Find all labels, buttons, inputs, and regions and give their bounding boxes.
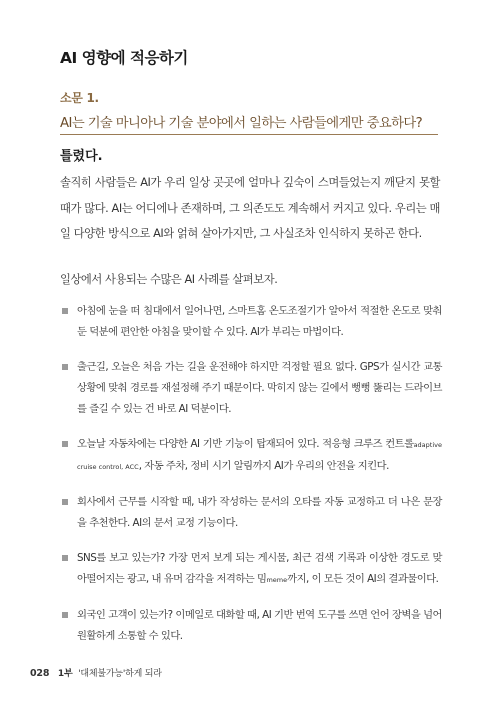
list-item (60, 357, 442, 420)
list-item-text: 외국인 고객이 있는가? 이메일로 대화할 때, AI 기반 번역 도구를 쓰면 언어 장벽을 넘어 원활하게 소통할 수 있다. (77, 609, 442, 642)
list-item-text: 아침에 눈을 떠 침대에서 일어나면, 스마트홈 온도조절기가 알아서 적절한 온도로 맞춰둔 덕분에 편안한 아침을 맞이할 수 있다. AI가 부리는 마법이다. (77, 305, 442, 338)
intro-paragraph: 솔직히 사람들은 AI가 우리 일상 곳곳에 얼마나 깊숙이 스며들었는지 깨닫지 못할 때가 많다. AI는 어디에나 존재하며, 그 의존도도 계속해서 커지고 있다. 우리는 매일 다양한 방식으로 AI와 얽혀 살아가지만, 그 사실조차 인식하지 못하곤 한다. (60, 176, 440, 240)
list-item (60, 548, 442, 591)
list-item-text: 회사에서 근무를 시작할 때, 내가 작성하는 문서의 오타를 자동 교정하고 더 나은 문장을 추천한다. AI의 문서 교정 기능이다. (77, 496, 442, 529)
square-bullet-icon (62, 364, 68, 370)
rumor-label: 소문 1. (60, 91, 99, 105)
list-item (60, 605, 442, 647)
term-annotation: meme (266, 576, 288, 584)
page-number: 028 (30, 668, 50, 679)
section-title: '대체불가능'하게 되라 (78, 669, 162, 679)
verdict: 틀렸다. (60, 149, 103, 164)
list-item-text: SNS를 보고 있는가? 가장 먼저 보게 되는 게시물, 최근 검색 기록과 이상한 경도로 맞아떨어지는 광고, 내 유머 감각을 저격하는 밈 (77, 552, 442, 585)
chapter-title: AI 영향에 적응하기 (60, 49, 188, 67)
square-bullet-icon (62, 499, 68, 505)
example-list (60, 301, 442, 661)
square-bullet-icon (62, 612, 68, 618)
part-label: 1부 (57, 669, 73, 679)
list-item-text: , 자동 주차, 정비 시기 알림까지 AI가 우리의 안전을 지킨다. (138, 460, 389, 472)
square-bullet-icon (62, 555, 68, 561)
list-item (60, 301, 442, 343)
list-item-text: 까지, 이 모든 것이 AI의 결과물이다. (287, 573, 439, 585)
list-item-text: 오늘날 자동차에는 다양한 AI 기반 기능이 탑재되어 있다. 적응형 크루즈 컨트롤 (77, 438, 414, 450)
term-annotation: adaptive cruise control, ACC (77, 441, 442, 471)
rumor-question: AI는 기술 마니아나 기술 분야에서 일하는 사람들에게만 중요하다? (60, 112, 438, 135)
square-bullet-icon (62, 308, 68, 314)
square-bullet-icon (62, 441, 68, 447)
list-item (60, 434, 442, 478)
page-footer (30, 666, 162, 679)
list-item (60, 492, 442, 534)
lead-sentence: 일상에서 사용되는 수많은 AI 사례를 살펴보자. (60, 273, 278, 286)
list-item-text: 출근길, 오늘은 처음 가는 길을 운전해야 하지만 걱정할 필요 없다. GPS가 실시간 교통상황에 맞춰 경로를 재설정해 주기 때문이다. 막히지 않는 길에서 뻥뻥 뚫리는 드라이브를 즐길 수 있는 건 바로 AI 덕분이다. (77, 361, 442, 415)
